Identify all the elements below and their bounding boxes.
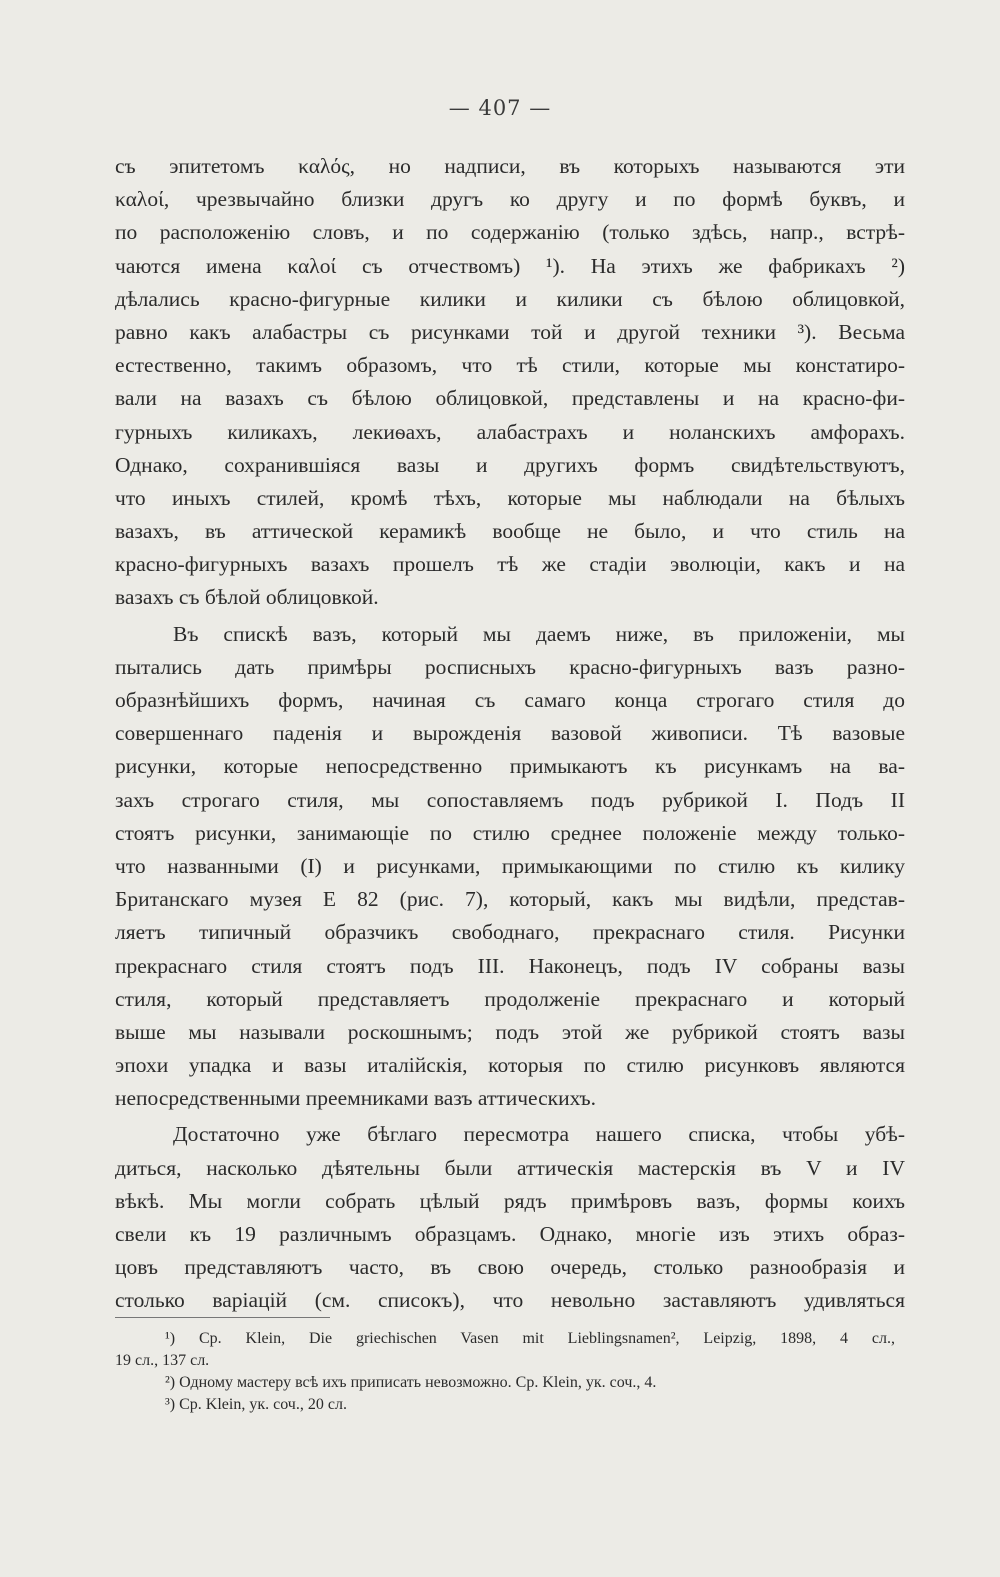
paragraph-3 <box>115 1118 905 1317</box>
text-line: пытались дать примѣры росписныхъ красно-фигурныхъ вазъ разно- <box>115 654 905 679</box>
text-line: эпохи упадка и вазы италійскія, которыя по стилю рисунковъ являются <box>115 1053 905 1078</box>
footnote-3 <box>115 1394 895 1416</box>
text-line: естественно, такимъ образомъ, что тѣ стили, которые мы констатиро- <box>115 353 905 378</box>
text-line: Достаточно уже бѣглаго пересмотра нашего списка, чтобы убѣ- <box>173 1122 905 1147</box>
text-line: стоятъ рисунки, занимающіе по стилю среднее положеніе между только- <box>115 820 905 845</box>
text-line: Однако, сохранившіяся вазы и другихъ формъ свидѣтельствуютъ, <box>115 452 905 477</box>
footnote-line: 19 сл., 137 сл. <box>115 1352 210 1369</box>
text-line: что иныхъ стилей, кромѣ тѣхъ, которые мы наблюдали на бѣлыхъ <box>115 485 905 510</box>
text-line: образнѣйшихъ формъ, начиная съ самаго конца строгаго стиля до <box>115 688 905 712</box>
body-text <box>115 150 905 1318</box>
page-number: — 407 — <box>448 96 552 120</box>
text-line: диться, насколько дѣятельны были аттическія мастерскія въ V и IV <box>115 1155 905 1180</box>
text-line: красно-фигурныхъ вазахъ прошелъ тѣ же стадіи эволюціи, какъ и на <box>115 552 905 577</box>
text-line: по расположенію словъ, и по содержанію (только здѣсь, напр., встрѣ- <box>115 220 905 245</box>
text-line: прекраснаго стиля стоятъ подъ III. Наконецъ, подъ IV собраны вазы <box>115 953 905 978</box>
text-line: столько варіацій (см. списокъ), что невольно заставляютъ удивляться <box>115 1288 905 1313</box>
text-line: Британскаго музея E 82 (рис. 7), который, какъ мы видѣли, представ- <box>115 887 905 912</box>
footnote-line: ²) Одному мастеру всѣ ихъ приписать невозможно. Ср. Klein, ук. соч., 4. <box>165 1374 657 1391</box>
footnote-2 <box>115 1372 895 1394</box>
text-line: выше мы называли роскошнымъ; подъ этой же рубрикой стоятъ вазы <box>115 1019 905 1044</box>
text-line: равно какъ алабастры съ рисунками той и другой техники ³). Весьма <box>115 319 905 344</box>
footnote-line: ¹) Ср. Klein, Die griechischen Vasen mit Lieblingsnamen², Leipzig, 1898, 4 сл., <box>165 1330 895 1347</box>
text-line: цовъ представляютъ часто, въ свою очередь, столько разнообразія и <box>115 1255 905 1280</box>
text-line: рисунки, которые непосредственно примыкаютъ къ рисункамъ на ва- <box>115 754 905 779</box>
text-line: ляетъ типичный образчикъ свободнаго, прекраснаго стиля. Рисунки <box>115 920 905 945</box>
text-line: стиля, который представляетъ продолженіе прекраснаго и который <box>115 986 905 1011</box>
text-line: совершеннаго паденія и вырожденія вазовой живописи. Тѣ вазовые <box>115 721 905 746</box>
paragraph-1 <box>115 150 905 615</box>
text-line: καλοί, чрезвычайно близки другъ ко другу и по формѣ буквъ, и <box>115 187 905 212</box>
text-line: захъ строгаго стиля, мы сопоставляемъ подъ рубрикой I. Подъ II <box>115 787 905 812</box>
text-line: непосредственными преемниками вазъ аттическихъ. <box>115 1086 597 1111</box>
text-line: вазахъ съ бѣлой облицовкой. <box>115 585 379 610</box>
footnote-line: ³) Ср. Klein, ук. соч., 20 сл. <box>165 1396 347 1413</box>
text-line: дѣлались красно-фигурные килики и килики съ бѣлою облицовкой, <box>115 286 905 311</box>
text-line: что названными (I) и рисунками, примыкающими по стилю къ килику <box>115 853 905 878</box>
text-line: вѣкѣ. Мы могли собрать цѣлый рядъ примѣровъ вазъ, формы коихъ <box>115 1188 905 1213</box>
text-line: свели къ 19 различнымъ образцамъ. Однако, многіе изъ этихъ образ- <box>115 1222 905 1246</box>
text-line: вали на вазахъ съ бѣлою облицовкой, представлены и на красно-фи- <box>115 386 905 411</box>
footnotes <box>115 1328 895 1416</box>
text-line: гурныхъ киликахъ, лекиѳахъ, алабастрахъ и ноланскихъ амфорахъ. <box>115 419 905 444</box>
text-line: чаются имена καλοί съ отчествомъ) ¹). На этихъ же фабрикахъ ²) <box>115 253 905 278</box>
text-line: вазахъ, въ аттической керамикѣ вообще не было, и что стиль на <box>115 519 905 544</box>
text-line: съ эпитетомъ καλός, но надписи, въ которыхъ называются эти <box>115 154 905 178</box>
text-line: Въ спискѣ вазъ, который мы даемъ ниже, въ приложеніи, мы <box>173 621 905 646</box>
footnote-1 <box>115 1328 895 1372</box>
footnote-divider <box>115 1317 330 1318</box>
paragraph-2 <box>115 618 905 1116</box>
